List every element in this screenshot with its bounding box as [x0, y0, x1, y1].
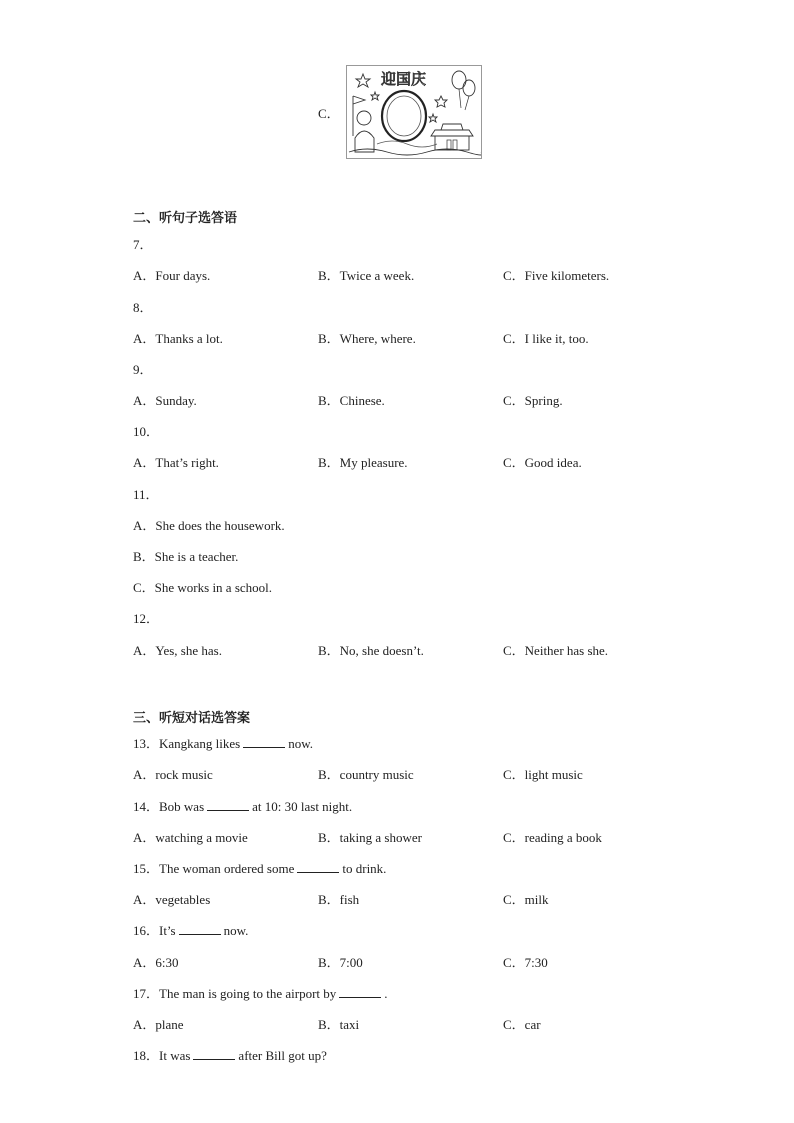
- answer-blank: [243, 736, 285, 748]
- answer-option-b[interactable]: B．Twice a week.: [318, 268, 415, 283]
- answer-option-b[interactable]: B．Chinese.: [318, 393, 385, 408]
- question-stem: [133, 796, 352, 815]
- answer-option-b[interactable]: B．fish: [318, 892, 360, 907]
- answer-option-a[interactable]: A．rock music: [133, 767, 213, 782]
- poster-title: 迎国庆: [380, 70, 426, 88]
- question-number: 12．: [133, 611, 160, 626]
- answer-option-b[interactable]: B．Where, where.: [318, 331, 416, 346]
- answer-option-a[interactable]: A．Yes, she has.: [133, 643, 222, 658]
- option-letter: C．: [318, 105, 340, 121]
- answer-option-b[interactable]: B．My pleasure.: [318, 455, 408, 470]
- answer-option-c[interactable]: C．reading a book: [503, 830, 602, 845]
- question-number: 8．: [133, 300, 153, 315]
- question-number: 11．: [133, 487, 159, 502]
- stem-text: 17．The man is going to the airport by: [133, 986, 337, 1001]
- question-stem: [133, 733, 313, 752]
- stem-text: 13．Kangkang likes: [133, 736, 241, 751]
- national-day-poster-icon: [346, 65, 482, 159]
- stem-text: after Bill got up?: [238, 1048, 327, 1063]
- answer-option-a[interactable]: A．Four days.: [133, 268, 211, 283]
- answer-option-c[interactable]: C．She works in a school.: [133, 580, 273, 595]
- answer-option-c[interactable]: C．car: [503, 1017, 541, 1032]
- answer-option-a[interactable]: A．That’s right.: [133, 455, 219, 470]
- answer-option-a[interactable]: A．plane: [133, 1017, 184, 1032]
- answer-option-b[interactable]: B．taxi: [318, 1017, 360, 1032]
- answer-blank: [207, 799, 249, 811]
- question-number: 10．: [133, 424, 160, 439]
- answer-option-b[interactable]: B．taking a shower: [318, 830, 422, 845]
- picture-option-c[interactable]: [318, 66, 482, 158]
- answer-option-a[interactable]: A．watching a movie: [133, 830, 248, 845]
- answer-option-a[interactable]: A．vegetables: [133, 892, 211, 907]
- answer-blank: [297, 861, 339, 873]
- answer-option-c[interactable]: C．Five kilometers.: [503, 268, 610, 283]
- answer-option-c[interactable]: C．milk: [503, 892, 549, 907]
- stem-text: 15．The woman ordered some: [133, 861, 295, 876]
- stem-text: now.: [288, 736, 314, 751]
- answer-option-b[interactable]: B．country music: [318, 767, 414, 782]
- answer-option-a[interactable]: A．Thanks a lot.: [133, 331, 223, 346]
- answer-option-c[interactable]: C．7:30: [503, 955, 548, 970]
- answer-blank: [193, 1048, 235, 1060]
- question-stem: [133, 858, 386, 877]
- stem-text: 14．Bob was: [133, 799, 205, 814]
- answer-option-c[interactable]: C．Spring.: [503, 393, 563, 408]
- question-number: 9．: [133, 362, 153, 377]
- stem-text: 18．It was: [133, 1048, 191, 1063]
- answer-option-c[interactable]: C．Good idea.: [503, 455, 582, 470]
- question-stem: [133, 1045, 327, 1064]
- question-number: 7．: [133, 237, 153, 252]
- stem-text: .: [384, 986, 388, 1001]
- stem-text: to drink.: [342, 861, 387, 876]
- stem-text: at 10: 30 last night.: [252, 799, 353, 814]
- section-3-title: 三、听短对话选答案: [133, 711, 251, 726]
- answer-option-b[interactable]: B．No, she doesn’t.: [318, 643, 424, 658]
- answer-option-c[interactable]: C．I like it, too.: [503, 331, 589, 346]
- answer-option-a[interactable]: A．She does the housework.: [133, 518, 285, 533]
- stem-text: 16．It’s: [133, 923, 176, 938]
- answer-option-c[interactable]: C．light music: [503, 767, 583, 782]
- section-2-title: 二、听句子选答语: [133, 211, 238, 226]
- answer-option-c[interactable]: C．Neither has she.: [503, 643, 609, 658]
- answer-option-b[interactable]: B．She is a teacher.: [133, 549, 239, 564]
- answer-blank: [339, 986, 381, 998]
- answer-option-b[interactable]: B．7:00: [318, 955, 363, 970]
- stem-text: now.: [223, 923, 249, 938]
- answer-option-a[interactable]: A．6:30: [133, 955, 179, 970]
- question-stem: [133, 983, 388, 1002]
- answer-blank: [179, 923, 221, 935]
- question-stem: [133, 920, 248, 939]
- answer-option-a[interactable]: A．Sunday.: [133, 393, 197, 408]
